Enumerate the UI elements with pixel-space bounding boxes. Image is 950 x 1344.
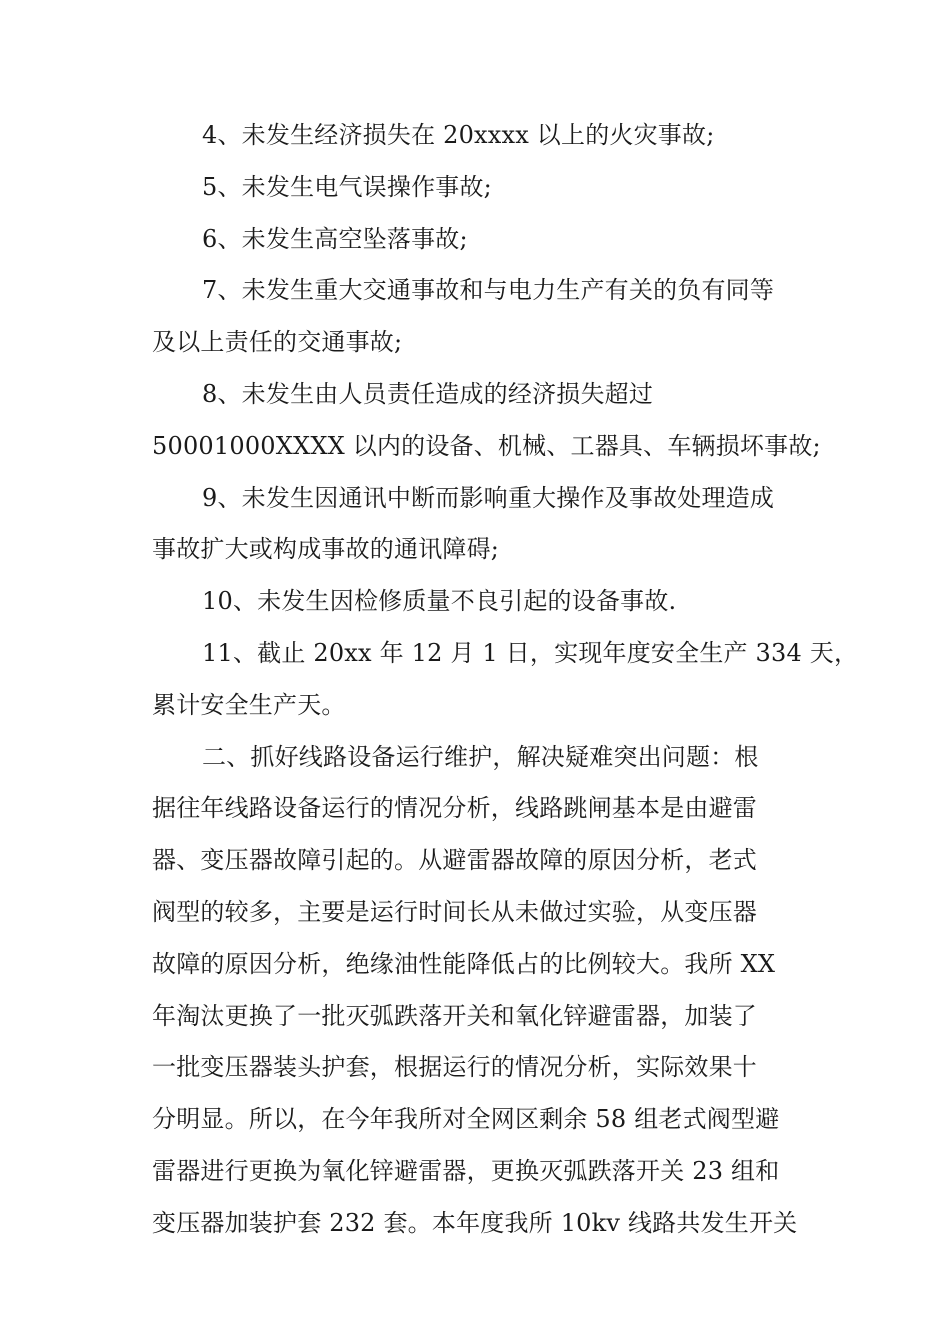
text-line: 8、未发生由人员责任造成的经济损失超过 [202,379,654,408]
text-line: 一批变压器装头护套，根据运行的情况分析，实际效果十 [152,1053,757,1082]
text-line: 雷器进行更换为氧化锌避雷器，更换灭弧跌落开关 23 组和 [152,1156,780,1185]
text-line: 二、抓好线路设备运行维护，解决疑难突出问题：根 [202,742,759,771]
body-text [152,110,859,1250]
text-line: 故障的原因分析，绝缘油性能降低占的比例较大。我所 XX [152,949,776,978]
text-line: 阀型的较多，主要是运行时间长从未做过实验，从变压器 [152,897,757,926]
text-line: 4、未发生经济损失在 20xxxx 以上的火灾事故; [202,121,715,149]
text-line: 事故扩大或构成事故的通讯障碍; [152,535,500,564]
text-line: 9、未发生因通讯中断而影响重大操作及事故处理造成 [202,483,775,512]
text-line: 年淘汰更换了一批灭弧跌落开关和氧化锌避雷器，加装了 [152,1001,757,1030]
text-line: 50001000XXXX 以内的设备、机械、工器具、车辆损坏事故; [152,431,821,460]
text-line: 7、未发生重大交通事故和与电力生产有关的负有同等 [202,276,775,305]
text-line: 变压器加装护套 232 套。本年度我所 10kv 线路共发生开关 [152,1208,798,1237]
text-line: 器、变压器故障引起的。从避雷器故障的原因分析，老式 [152,846,757,875]
text-line: 据往年线路设备运行的情况分析，线路跳闸基本是由避雷 [152,794,757,823]
text-line: 分明显。所以，在今年我所对全网区剩余 58 组老式阀型避 [152,1105,780,1134]
text-line: 5、未发生电气误操作事故; [202,172,492,201]
text-line: 10、未发生因检修质量不良引起的设备事故. [202,587,677,616]
text-line: 累计安全生产天。 [152,690,346,719]
text-line: 6、未发生高空坠落事故; [202,224,468,253]
text-line: 11、截止 20xx 年 12 月 1 日，实现年度安全生产 334 天， [202,638,859,667]
text-line: 及以上责任的交通事故; [152,328,403,357]
